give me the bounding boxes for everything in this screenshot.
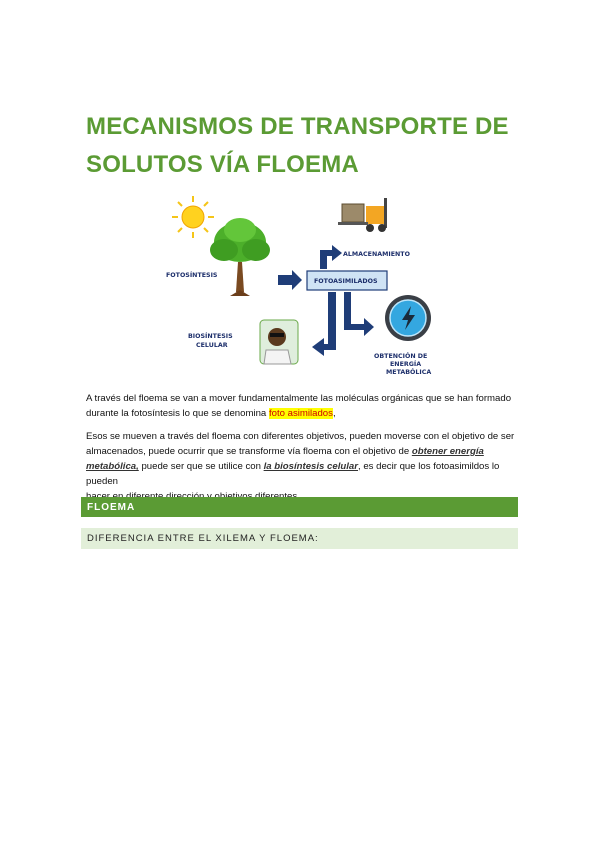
link-obtener-energia[interactable]: obtener energía <box>411 446 484 457</box>
arrow-right-icon <box>278 270 302 290</box>
link-biosintesis-celular[interactable]: la biosíntesis celular <box>263 461 358 472</box>
energy-bolt-icon <box>385 295 431 341</box>
link-metabolica[interactable]: metabólica, <box>86 461 139 472</box>
arrow-down-right-icon <box>344 292 374 336</box>
label-fotosintesis: FOTOSÍNTESIS <box>166 272 218 279</box>
label-fotoasimilados: FOTOASIMILADOS <box>314 278 378 285</box>
paragraph-intro <box>86 391 516 421</box>
label-obtencion-2: ENERGÍA <box>390 361 422 368</box>
scientist-icon <box>260 320 298 364</box>
paragraph-objectives-line3: puede ser que se utilice con <box>138 461 264 472</box>
label-biosintesis-1: BIOSÍNTESIS <box>188 333 233 340</box>
paragraph-intro-line1: A través del floema se van a mover fundamentalmente las moléculas orgánicas que se han formado <box>86 393 512 404</box>
paragraph-intro-line2: durante la fotosíntesis lo que se denomina <box>86 408 269 419</box>
paragraph-intro-suffix: , <box>332 408 336 419</box>
label-obtencion-1: OBTENCIÓN DE <box>374 353 428 360</box>
label-almacenamiento: ALMACENAMIENTO <box>343 251 410 258</box>
label-biosintesis-2: CELULAR <box>196 342 228 349</box>
sun-icon <box>172 196 214 238</box>
arrow-up-right-icon <box>320 245 342 269</box>
highlight-foto-asimilados: foto asimilados <box>268 408 333 419</box>
arrow-down-left-icon <box>312 292 336 356</box>
section-header-floema: FLOEMA <box>81 497 518 517</box>
transport-diagram <box>160 192 450 382</box>
page-title: MECANISMOS DE TRANSPORTE DE SOLUTOS VÍA FLOEMA <box>86 113 509 178</box>
tree-icon <box>210 218 270 296</box>
subsection-header-diferencia: DIFERENCIA ENTRE EL XILEMA Y FLOEMA: <box>81 528 518 549</box>
label-obtencion-3: METABÓLICA <box>386 369 432 376</box>
paragraph-objectives-line1: Esos se mueven a través del floema con diferentes objetivos, pueden moverse con el objetivo de ser <box>86 431 515 442</box>
paragraph-objectives <box>86 429 518 504</box>
forklift-icon <box>338 198 387 232</box>
paragraph-objectives-line2: almacenados, puede ocurrir que se transforme vía floema con el objetivo de <box>86 446 412 457</box>
paragraph-objectives-line3-suffix: , es decir que los fotoasimildos lo pueden <box>86 461 500 487</box>
